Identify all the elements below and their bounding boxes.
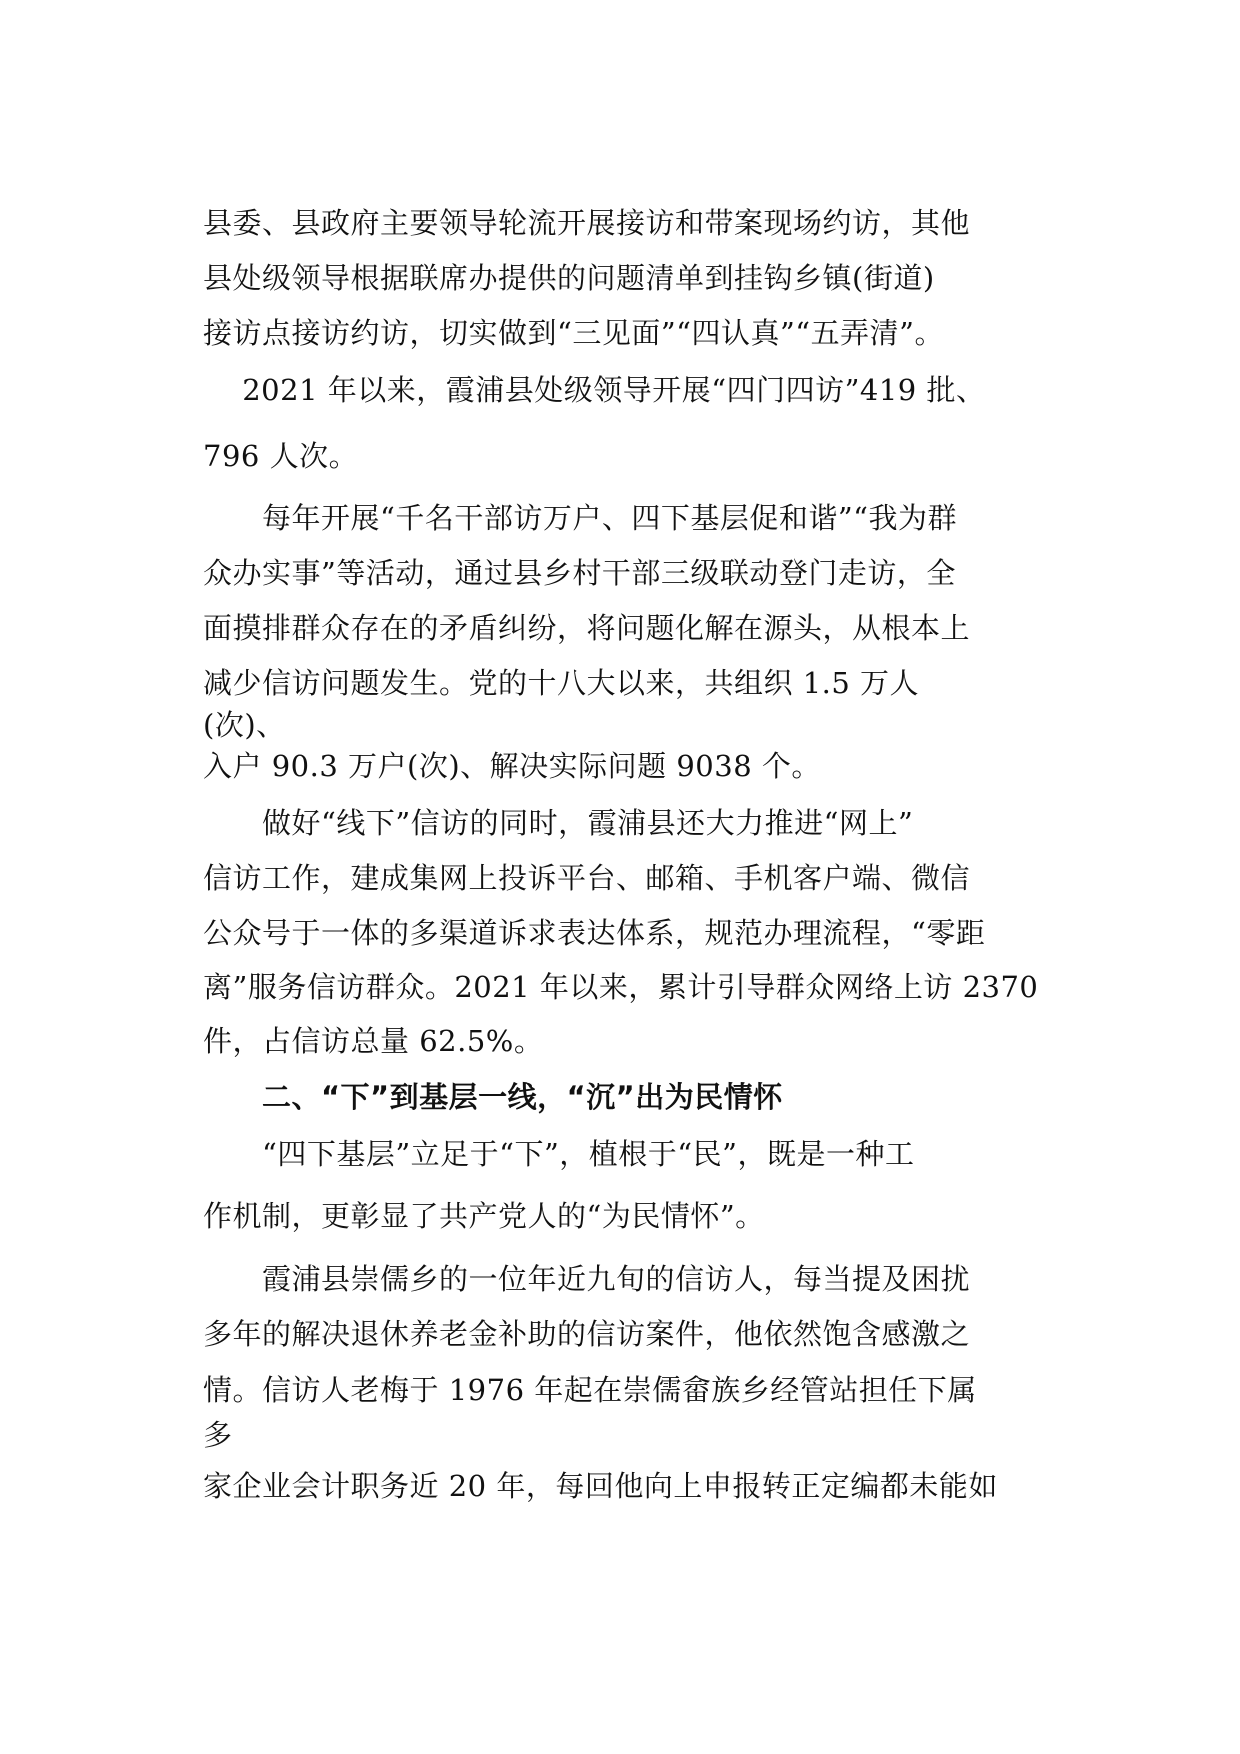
section-heading: 二、“下”到基层一线，“沉”出为民情怀 (203, 1080, 783, 1114)
text-line: 县处级领导根据联席办提供的问题清单到挂钩乡镇(街道) (203, 261, 935, 295)
text-line: 2021 年以来，霞浦县处级领导开展“四门四访”419 批、 (203, 373, 986, 407)
text-line: 公众号于一体的多渠道诉求表达体系，规范办理流程，“零距 (203, 916, 986, 950)
text-line: 作机制，更彰显了共产党人的“为民情怀”。 (203, 1199, 765, 1233)
text-line: 离”服务信访群众。2021 年以来，累计引导群众网络上访 2370 (203, 970, 1039, 1004)
text-line: 众办实事”等活动，通过县乡村干部三级联动登门走访，全 (203, 556, 956, 590)
text-line: 情。信访人老梅于 1976 年起在崇儒畲族乡经管站担任下属 (203, 1373, 977, 1407)
text-line: 入户 90.3 万户(次)、解决实际问题 9038 个。 (203, 749, 821, 783)
text-line: 每年开展“千名干部访万户、四下基层促和谐”“我为群 (203, 501, 957, 535)
text-line: 多年的解决退休养老金补助的信访案件，他依然饱含感激之 (203, 1317, 971, 1351)
text-line: (次)、 (203, 708, 286, 742)
text-line: “四下基层”立足于“下”，植根于“民”，既是一种工 (203, 1137, 915, 1171)
text-line: 做好“线下”信访的同时，霞浦县还大力推进“网上” (203, 806, 914, 840)
text-line: 信访工作，建成集网上投诉平台、邮箱、手机客户端、微信 (203, 861, 971, 895)
text-line: 796 人次。 (203, 439, 359, 473)
text-line: 件，占信访总量 62.5%。 (203, 1024, 544, 1058)
text-line: 接访点接访约访，切实做到“三见面”“四认真”“五弄清”。 (203, 316, 944, 350)
text-line: 县委、县政府主要领导轮流开展接访和带案现场约访，其他 (203, 206, 971, 240)
text-line: 霞浦县崇儒乡的一位年近九旬的信访人，每当提及困扰 (203, 1262, 971, 1296)
text-line: 减少信访问题发生。党的十八大以来，共组织 1.5 万人 (203, 666, 920, 700)
text-line: 家企业会计职务近 20 年，每回他向上申报转正定编都未能如 (203, 1469, 998, 1503)
text-line: 面摸排群众存在的矛盾纠纷，将问题化解在源头，从根本上 (203, 611, 971, 645)
text-line: 多 (203, 1418, 233, 1452)
